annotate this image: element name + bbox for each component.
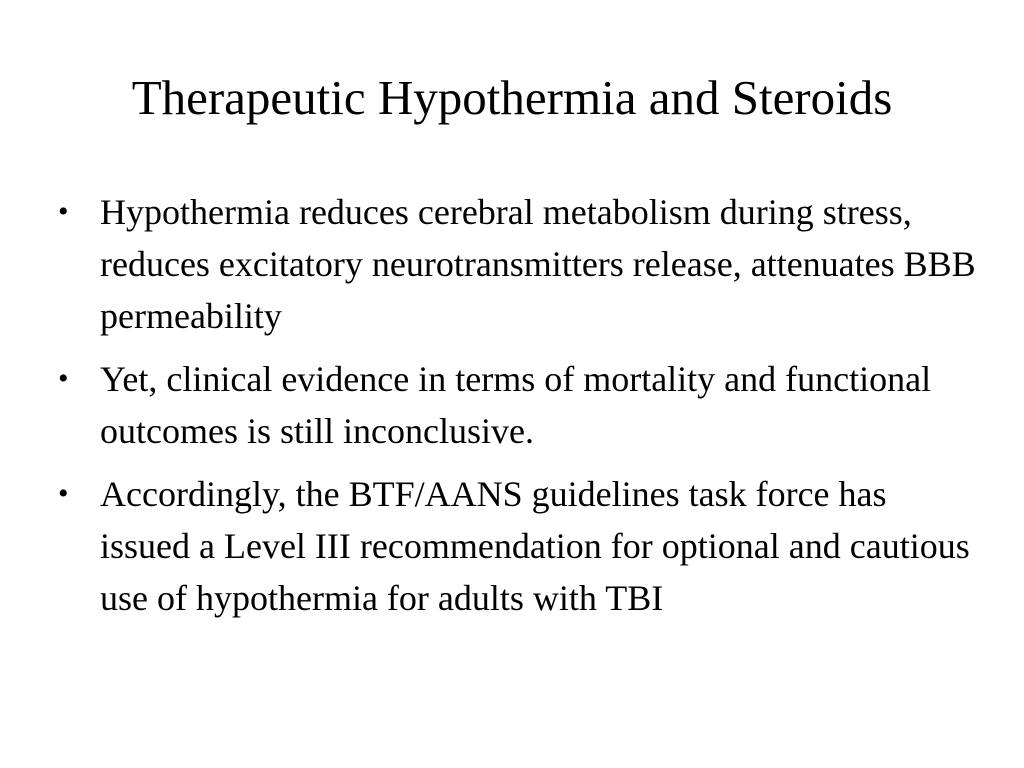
bullet-marker: •	[58, 195, 69, 228]
bullet-text-2: Yet, clinical evidence in terms of mortality and functional outcomes is still inconclusive.	[100, 359, 932, 451]
bullet-text-3: Accordingly, the BTF/AANS guidelines task force has issued a Level III recommendation for optional and cautious use of hypothermia for adults with TBI	[100, 474, 970, 618]
bullet-item-3	[56, 468, 976, 624]
bullet-text-1: Hypothermia reduces cerebral metabolism during stress, reduces excitatory neurotransmitters release, attenuates BBB permeability	[100, 192, 976, 336]
slide-title: Therapeutic Hypothermia and Steroids	[131, 70, 893, 125]
bullet-marker: •	[58, 477, 69, 510]
bullet-marker: •	[58, 362, 69, 395]
bullet-item-2	[56, 353, 976, 457]
bullet-list	[56, 186, 976, 635]
bullet-item-1	[56, 186, 976, 342]
